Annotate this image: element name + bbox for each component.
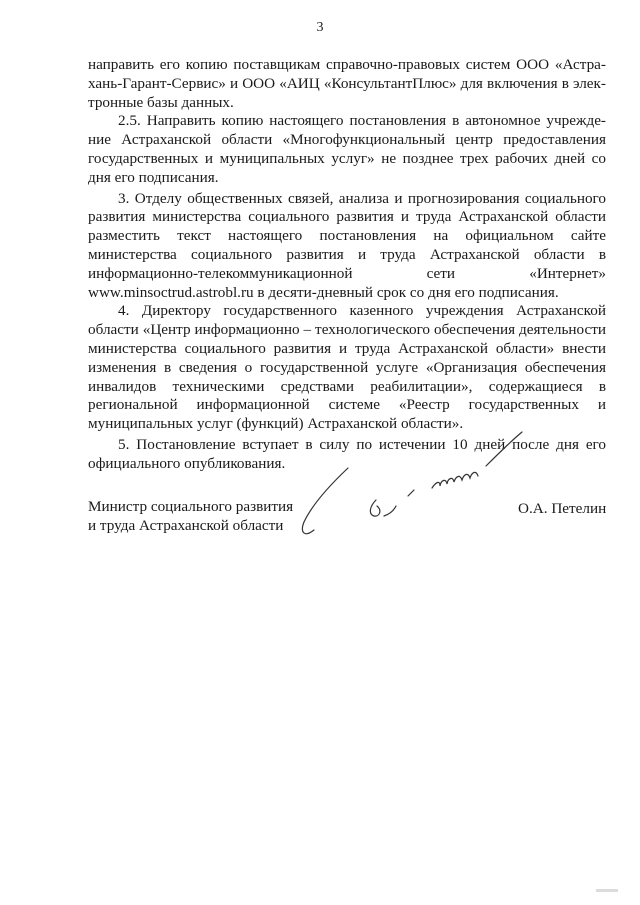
paragraph-rest: Астраханской области «Центр информационно – технологического обеспечения деятельности министерства социального развития и труда Астраханской области» внести изменения в сведения о государственной услуге «Организация обеспечения инвалидов техническими средствами реабилитации», содержащиеся в региональной информационной системе «Реестр государственных и муниципальных услуг (функций) Астраханской области». <box>88 302 606 433</box>
paragraph-first-line: 3. Отделу общественных связей, анализа и прогнозирования социального <box>118 189 606 207</box>
corner-mark <box>596 889 618 892</box>
page-number: 3 <box>316 20 324 35</box>
paragraph-first-line: направить его копию поставщикам справочно-правовых систем ООО «Астра- <box>88 56 606 73</box>
position-line-2: и труда Астраханской области <box>88 517 284 534</box>
paragraph-rest: хань-Гарант-Сервис» и ООО «АИЦ «КонсультантПлюс» для включения в элек-тронные базы данных. <box>88 74 606 111</box>
position-line-1: Министр социального развития <box>88 498 294 515</box>
signatory-name: О.А. Петелин <box>518 500 607 517</box>
paragraph-first-line: 5. Постановление вступает в силу по истечении 10 дней после дня его <box>118 435 606 453</box>
signatory-position <box>88 497 293 535</box>
paragraph-2-5 <box>88 112 606 187</box>
handwritten-signature <box>290 410 530 550</box>
paragraph-rest: развития министерства социального развития и труда Астраханской области разместить текст настоящего постановления на официальном сайте министерства социального развития и труда Астраханской области в информационно-телекоммуникационной сети «Интернет» www.minsoctrud.astrobl.ru в десяти-дневный срок со дня его подписания. <box>88 208 606 301</box>
paragraph-first-line: 2.5. Направить копию настоящего постановления в автономное учрежде- <box>118 112 606 130</box>
paragraph-rest: официального опубликования. <box>88 454 286 472</box>
paragraph-rest: ние Астраханской области «Многофункциональный центр предоставления государственных и муниципальных услуг» не позднее трех рабочих дней со дня его подписания. <box>88 131 606 186</box>
paragraph-continuation <box>88 56 606 112</box>
paragraph-first-line: 4. Директору государственного казенного учреждения <box>118 302 504 320</box>
paragraph-3 <box>88 190 606 303</box>
